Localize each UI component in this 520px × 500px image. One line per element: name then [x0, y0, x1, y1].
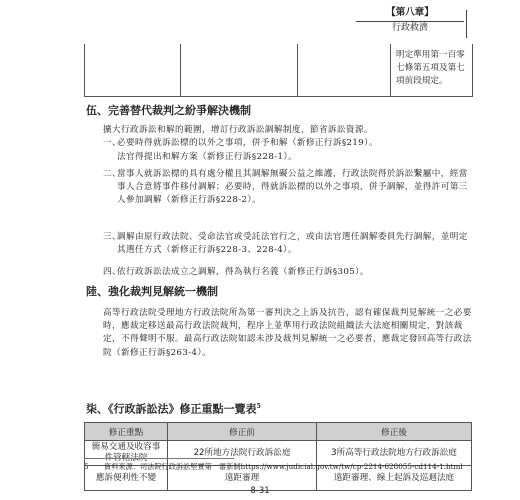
- footnote-text: 資料來源：司法院行政訴訟堅實第一審新制https://www.judicial.gov.tw/tw/cp-2214-628055-cd114-1.html: [104, 462, 463, 471]
- table-cell: 應訴便利性不變: [85, 466, 168, 491]
- chapter-label: 【第八章】: [356, 7, 464, 22]
- table-cell: 明定準用第一百零七條第五項及第七項前段規定。: [396, 50, 465, 86]
- previous-table-fragment: [84, 44, 473, 97]
- table-cell: 簡易交通及收容事件管轄法院: [85, 441, 168, 466]
- table-header: 修正重點: [85, 423, 168, 441]
- list-number: 三、: [103, 232, 121, 242]
- list-number: 一、: [103, 138, 121, 148]
- list-number: 四、: [103, 267, 121, 277]
- table-cell: 22所地方法院行政訴訟庭: [168, 441, 317, 466]
- table-cell: 遠距審理、線上起訴及巡迴法庭: [317, 466, 472, 491]
- section-heading-text: 柒、《行政訴訟法》修正重點一覽表: [86, 402, 257, 416]
- list-text: 依行政訴訟法成立之調解，得為執行名義（新修正行訴§305）。: [117, 267, 369, 277]
- list-text: 當事人就訴訟標的具有處分權且其調解無礙公益之維護，行政法院得於訴訟繫屬中，經當事人合意將事件移付調解；必要時，得就訴訟標的以外之事項，併予調解，並得許可第三人參加調解（新修正行訴§228-2）。: [117, 169, 468, 206]
- table-header: 修正前: [168, 423, 317, 441]
- table-divider: [390, 44, 391, 96]
- table-header: 修正後: [317, 423, 472, 441]
- table-cell: 遠距審理: [168, 466, 317, 491]
- list-item: [103, 231, 475, 261]
- table-cell: 3所高等行政法院地方行政訴訟庭: [317, 441, 472, 466]
- list-text: 法官得提出和解方案（新修正行訴§228-1）。: [117, 152, 298, 162]
- header-rule: [466, 10, 471, 38]
- section-name: 行政救濟: [391, 23, 428, 33]
- table-divider: [180, 44, 181, 96]
- section-intro: 擴大行政訴訟和解的範圍，增訂行政訴訟調解制度，節省訴訟資源。: [103, 125, 373, 135]
- footnote-rule: [84, 458, 234, 459]
- footnote: [84, 462, 484, 484]
- table-header-row: [85, 423, 472, 441]
- list-item: [103, 137, 475, 150]
- page-number: 8-31: [250, 486, 270, 496]
- footnote-ref: 5: [256, 403, 261, 410]
- list-item: [103, 168, 475, 224]
- list-number: 二、: [103, 169, 121, 179]
- section-heading: 伍、完善替代裁判之紛爭解決機制: [86, 104, 251, 117]
- section-heading: [86, 400, 261, 417]
- footnote-number: 5: [84, 462, 89, 471]
- list-text: 調解由原行政法院、受命法官或受託法官行之，或由法官選任調解委員先行調解，並明定其選任方式（新修正行訴§228-3、228-4）。: [117, 232, 468, 256]
- chapter-text: 第八章: [395, 7, 425, 18]
- section-body: 高等行政法院受理地方行政法院所為第一審判決之上訴及抗告，認有確保裁判見解統一之必要時，應裁定移送最高行政法院裁判，程序上並準用行政法院組織法大法庭相關規定，對該裁定，不得聲明不服。最高行政法院如認未涉及裁判見解統一之必要者，應裁定發回高等行政法院（新修正行訴§263-4）。: [103, 308, 472, 358]
- list-item: [103, 151, 475, 164]
- list-text: 必要時得就訴訟標的以外之事項，併予和解（新修正行訴§219）。: [117, 138, 378, 148]
- section-heading: 陸、強化裁判見解統一機制: [86, 285, 218, 298]
- table-divider: [297, 44, 298, 96]
- list-item: [103, 266, 475, 279]
